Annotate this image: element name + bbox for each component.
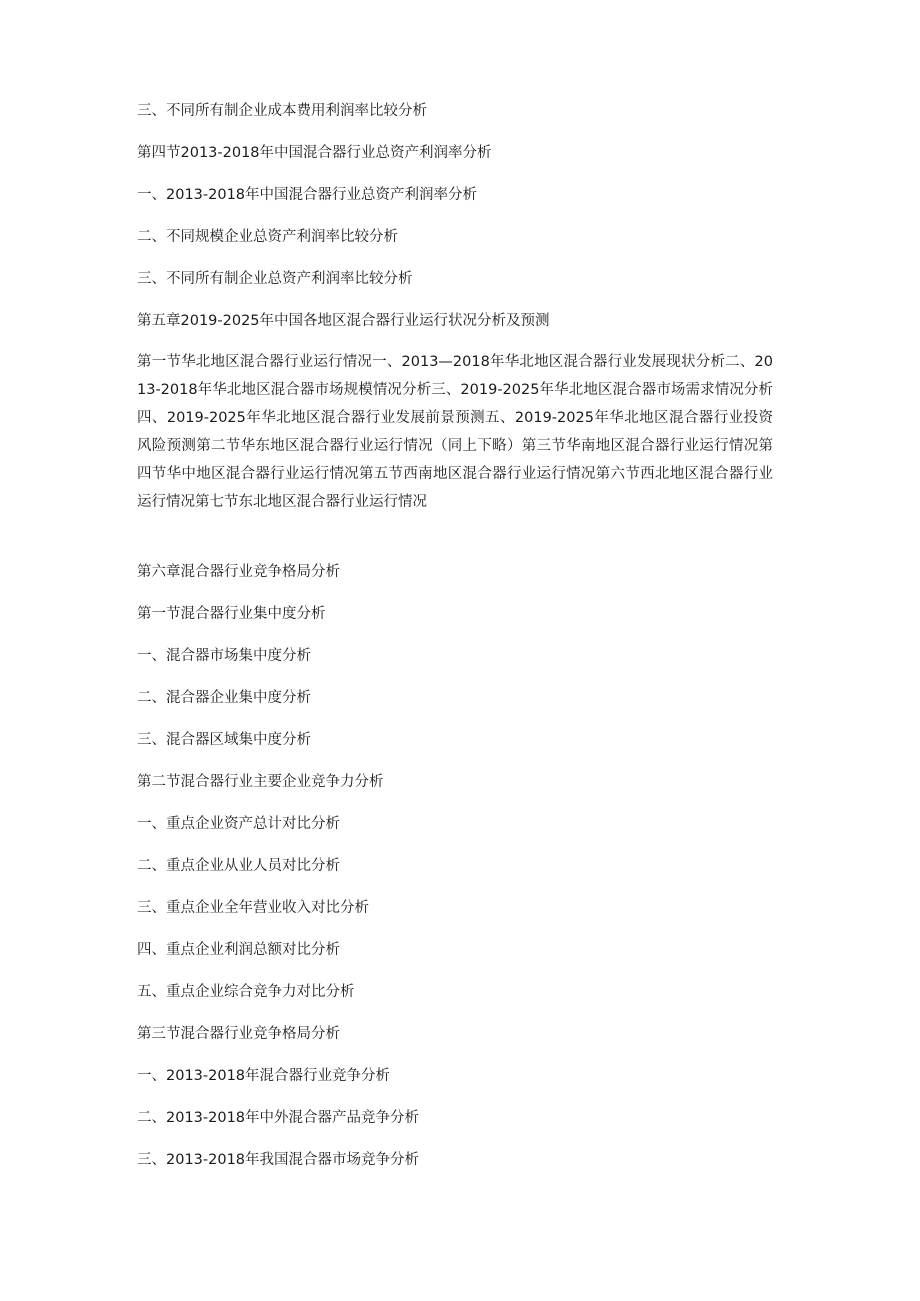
toc-line: 三、混合器区域集中度分析 bbox=[137, 732, 311, 748]
toc-line: 二、重点企业从业人员对比分析 bbox=[137, 858, 340, 874]
toc-line: 一、2013-2018年中国混合器行业总资产利润率分析 bbox=[137, 187, 478, 203]
toc-line: 一、混合器市场集中度分析 bbox=[137, 648, 311, 664]
toc-section-heading: 第三节混合器行业竞争格局分析 bbox=[137, 1026, 340, 1042]
toc-line: 二、不同规模企业总资产利润率比较分析 bbox=[137, 229, 398, 245]
toc-section-heading: 第二节混合器行业主要企业竞争力分析 bbox=[137, 774, 384, 790]
toc-line: 四、重点企业利润总额对比分析 bbox=[137, 942, 340, 958]
toc-line: 一、2013-2018年混合器行业竞争分析 bbox=[137, 1068, 391, 1084]
toc-line: 一、重点企业资产总计对比分析 bbox=[137, 816, 340, 832]
toc-section-heading: 第四节2013-2018年中国混合器行业总资产利润率分析 bbox=[137, 145, 492, 161]
toc-line: 二、2013-2018年中外混合器产品竞争分析 bbox=[137, 1110, 420, 1126]
toc-chapter-heading: 第六章混合器行业竞争格局分析 bbox=[137, 564, 340, 580]
toc-chapter-heading: 第五章2019-2025年中国各地区混合器行业运行状况分析及预测 bbox=[137, 313, 550, 329]
toc-paragraph: 第一节华北地区混合器行业运行情况一、2013—2018年华北地区混合器行业发展现状分析二、2013-2018年华北地区混合器市场规模情况分析三、2019-2025年华北地区混合器市场需求情况分析四、2019-2025年华北地区混合器行业发展前景预测五、2019-2025年华北地区混合器行业投资风险预测第二节华东地区混合器行业运行情况（同上下略）第三节华南地区混合器行业运行情况第四节华中地区混合器行业运行情况第五节西南地区混合器行业运行情况第六节西北地区混合器行业运行情况第七节东北地区混合器行业运行情况 bbox=[137, 354, 773, 510]
toc-line: 二、混合器企业集中度分析 bbox=[137, 690, 311, 706]
toc-line: 三、不同所有制企业成本费用利润率比较分析 bbox=[137, 103, 427, 119]
toc-line: 三、2013-2018年我国混合器市场竞争分析 bbox=[137, 1152, 420, 1168]
toc-line: 三、不同所有制企业总资产利润率比较分析 bbox=[137, 271, 413, 287]
toc-section-heading: 第一节混合器行业集中度分析 bbox=[137, 606, 326, 622]
toc-line: 三、重点企业全年营业收入对比分析 bbox=[137, 900, 369, 916]
toc-line: 五、重点企业综合竞争力对比分析 bbox=[137, 984, 355, 1000]
